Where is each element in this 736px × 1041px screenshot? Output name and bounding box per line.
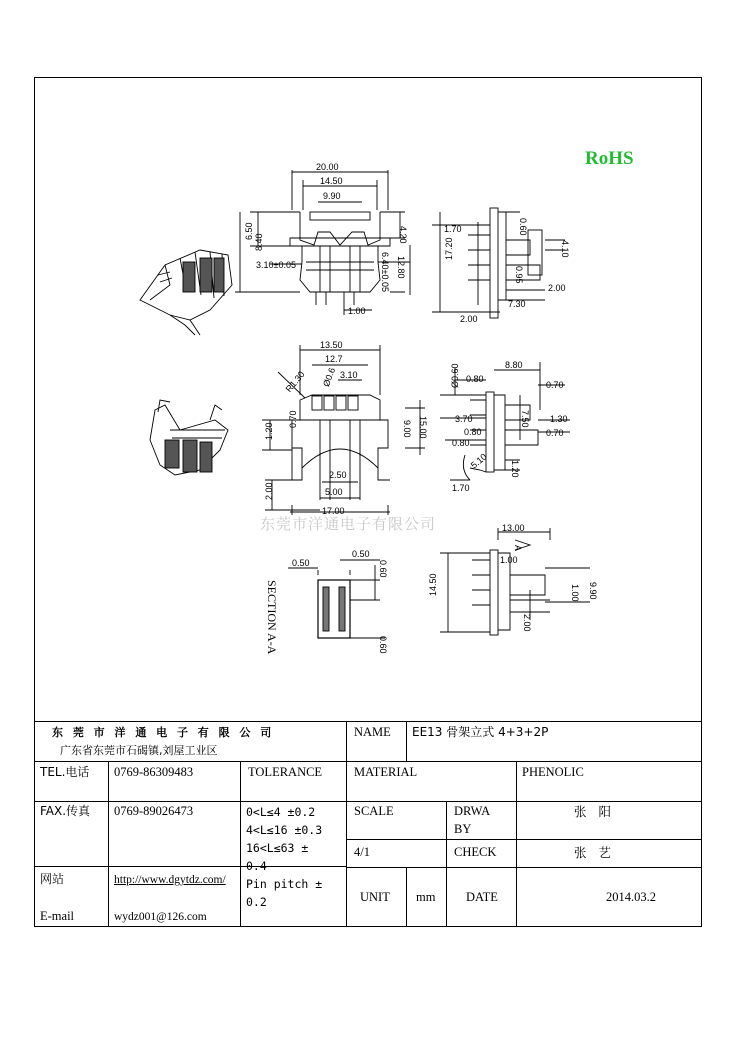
svg-text:6.50: 6.50 bbox=[244, 222, 254, 240]
scale-label: SCALE bbox=[354, 804, 394, 818]
svg-text:9.90: 9.90 bbox=[323, 191, 341, 201]
svg-text:0.80: 0.80 bbox=[466, 374, 484, 384]
svg-text:3.70: 3.70 bbox=[455, 414, 473, 424]
svg-text:A: A bbox=[513, 545, 523, 552]
svg-text:2.00: 2.00 bbox=[264, 482, 274, 500]
web-label: 网站 bbox=[40, 872, 65, 886]
section-a-a bbox=[265, 549, 388, 655]
svg-text:0.50: 0.50 bbox=[352, 549, 370, 559]
svg-text:17.00: 17.00 bbox=[322, 506, 345, 516]
check-label: CHECK bbox=[454, 845, 497, 859]
watermark: 东莞市洋通电子有限公司 bbox=[260, 515, 437, 533]
date-label: DATE bbox=[466, 890, 498, 904]
svg-text:9.00: 9.00 bbox=[402, 420, 412, 438]
unit-value: mm bbox=[416, 890, 436, 904]
svg-text:6.40±0.05: 6.40±0.05 bbox=[380, 252, 390, 292]
top-view bbox=[262, 340, 428, 516]
tolerance-line-5: Pin pitch ± bbox=[246, 877, 323, 891]
svg-text:9.90: 9.90 bbox=[588, 582, 598, 600]
svg-text:0.50: 0.50 bbox=[292, 558, 310, 568]
material-label: MATERIAL bbox=[354, 765, 418, 779]
svg-text:5.00: 5.00 bbox=[325, 487, 343, 497]
svg-text:1.70: 1.70 bbox=[444, 224, 462, 234]
svg-text:13.50: 13.50 bbox=[320, 340, 343, 350]
svg-text:8.80: 8.80 bbox=[505, 360, 523, 370]
name-value: EE13 骨架立式 4+3+2P bbox=[412, 725, 549, 739]
svg-text:5.10: 5.10 bbox=[468, 451, 489, 471]
tolerance-label: TOLERANCE bbox=[248, 765, 323, 779]
drawn-label-by: BY bbox=[454, 822, 472, 836]
svg-text:Ø0.60: Ø0.60 bbox=[450, 363, 460, 388]
svg-text:7.50: 7.50 bbox=[520, 410, 530, 428]
title-block bbox=[34, 721, 702, 927]
svg-text:0.70: 0.70 bbox=[288, 410, 298, 428]
svg-text:14.50: 14.50 bbox=[320, 176, 343, 186]
svg-text:1.00: 1.00 bbox=[570, 584, 580, 602]
drawn-value: 张 阳 bbox=[574, 804, 615, 819]
tolerance-line-4: 0.4 bbox=[246, 859, 267, 873]
tel-label: TEL.电话 bbox=[40, 765, 90, 779]
svg-text:8.40: 8.40 bbox=[254, 233, 264, 251]
svg-text:0.70: 0.70 bbox=[546, 380, 564, 390]
svg-text:0.95: 0.95 bbox=[514, 266, 524, 284]
date-value: 2014.03.2 bbox=[606, 890, 656, 904]
svg-text:20.00: 20.00 bbox=[316, 162, 339, 172]
tel-value: 0769-86309483 bbox=[114, 765, 194, 779]
unit-label: UNIT bbox=[360, 890, 390, 904]
fax-label: FAX.传真 bbox=[40, 804, 91, 818]
svg-text:15.00: 15.00 bbox=[418, 416, 428, 439]
company-name: 东 莞 市 洋 通 电 子 有 限 公 司 bbox=[52, 726, 275, 739]
svg-text:13.00: 13.00 bbox=[502, 523, 525, 533]
fax-value: 0769-89026473 bbox=[114, 804, 194, 818]
svg-text:1.00: 1.00 bbox=[348, 306, 366, 316]
svg-text:12.7: 12.7 bbox=[325, 354, 343, 364]
side-view-middle bbox=[440, 360, 570, 493]
svg-text:0.60: 0.60 bbox=[518, 218, 528, 236]
svg-text:1.70: 1.70 bbox=[452, 483, 470, 493]
svg-text:2.50: 2.50 bbox=[329, 470, 347, 480]
email-label: E-mail bbox=[40, 909, 75, 923]
svg-text:SECTION A-A: SECTION A-A bbox=[265, 580, 279, 655]
svg-text:Ø0.6: Ø0.6 bbox=[321, 366, 338, 389]
scale-value: 4/1 bbox=[354, 845, 370, 859]
isometric-view-top bbox=[140, 250, 232, 335]
svg-text:7.30: 7.30 bbox=[508, 299, 526, 309]
svg-text:1.00: 1.00 bbox=[500, 555, 518, 565]
svg-text:4.20: 4.20 bbox=[398, 226, 408, 244]
svg-text:0.60: 0.60 bbox=[378, 560, 388, 578]
drawn-label: DRWA bbox=[454, 804, 491, 818]
svg-text:14.50: 14.50 bbox=[428, 573, 438, 596]
side-view-bottom bbox=[428, 523, 598, 635]
svg-text:0.80: 0.80 bbox=[452, 438, 470, 448]
isometric-view-bottom bbox=[150, 400, 228, 475]
svg-text:1.30: 1.30 bbox=[550, 414, 568, 424]
svg-text:17.20: 17.20 bbox=[444, 237, 454, 260]
svg-text:3.10±0.05: 3.10±0.05 bbox=[256, 260, 296, 270]
svg-text:1.20: 1.20 bbox=[510, 460, 520, 478]
side-view-top bbox=[432, 208, 570, 324]
tolerance-line-2: 4<L≤16 ±0.3 bbox=[246, 823, 323, 837]
svg-text:3.10: 3.10 bbox=[340, 370, 358, 380]
name-label: NAME bbox=[354, 725, 391, 739]
svg-text:12.80: 12.80 bbox=[396, 256, 406, 279]
svg-text:4.10: 4.10 bbox=[560, 240, 570, 258]
svg-text:R1.30: R1.30 bbox=[283, 369, 307, 395]
svg-text:0.80: 0.80 bbox=[464, 427, 482, 437]
rohs-badge: RoHS bbox=[585, 148, 634, 169]
front-view bbox=[235, 162, 410, 316]
svg-text:2.00: 2.00 bbox=[548, 283, 566, 293]
svg-text:2.00: 2.00 bbox=[460, 314, 478, 324]
svg-text:0.60: 0.60 bbox=[378, 636, 388, 654]
material-value: PHENOLIC bbox=[522, 765, 584, 779]
svg-text:1.20: 1.20 bbox=[264, 422, 274, 440]
website-link[interactable]: http://www.dgytdz.com/ bbox=[114, 874, 226, 886]
email-value: wydz001@126.com bbox=[114, 911, 207, 923]
tolerance-line-6: 0.2 bbox=[246, 895, 267, 909]
check-value: 张 艺 bbox=[574, 845, 615, 860]
svg-text:2.00: 2.00 bbox=[522, 614, 532, 632]
svg-text:0.70: 0.70 bbox=[546, 428, 564, 438]
tolerance-line-1: 0<L≤4 ±0.2 bbox=[246, 805, 316, 819]
tolerance-line-3: 16<L≤63 ± bbox=[246, 841, 309, 855]
company-address: 广东省东莞市石碣镇,刘屋工业区 bbox=[60, 744, 218, 757]
